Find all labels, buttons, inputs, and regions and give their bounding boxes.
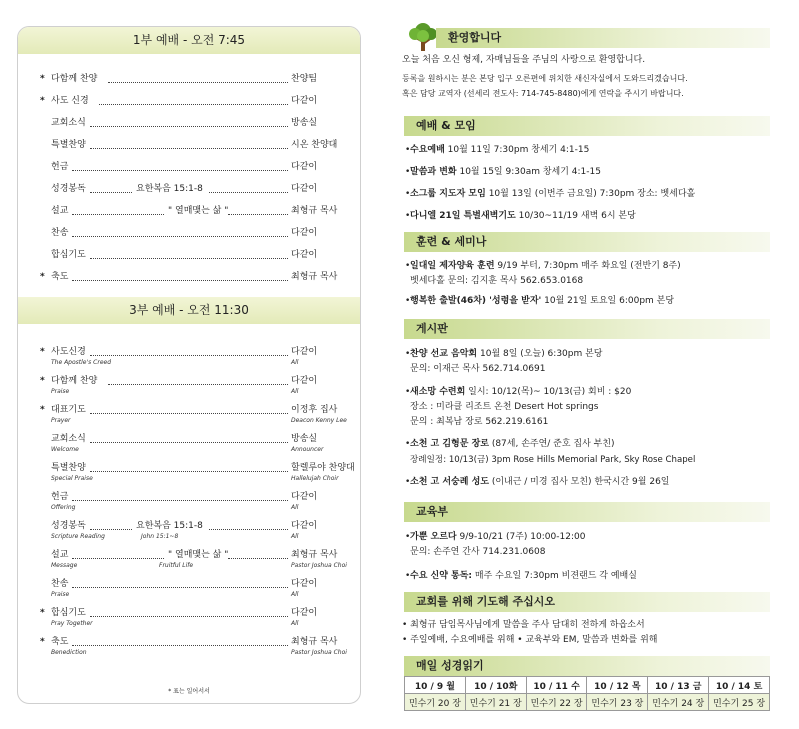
edu-item: 수요 신약 통독: 매주 수요일 7:30pm 비젼랜드 각 예배실 [410,571,637,581]
english-leader: All [291,533,299,540]
welcome-line: 오늘 처음 오신 형제, 자매님들을 주님의 사랑으로 환영합니다. [402,55,646,65]
leader-dots [90,615,288,617]
order-item-detail: 요한복음 15:1-8 [136,184,203,194]
worship-item-detail: 10월 15일 9:30am 창세기 4:1-15 [456,167,601,177]
order-item [40,606,358,620]
reading-chapter: 민수기 22 장 [526,694,587,711]
english-name: Prayer [51,417,71,424]
order-item-detail: " 열매맺는 삶 " [168,550,229,560]
order-item-name: 대표기도 [51,405,86,415]
reading-chapter: 민수기 25 장 [709,694,770,711]
order-item-english [51,561,351,571]
standing-footnote: * 표는 일어서서 [168,688,210,695]
service3-title: 3부 예배 - 오전 11:30 [18,297,360,324]
board-detail: 문의: 이재근 목사 562.714.0691 [410,364,546,374]
leader-dots [72,499,288,501]
worship-item-detail: 10/30~11/19 새벽 6시 본당 [515,211,636,221]
reading-day: 10 / 11 수 [526,677,587,694]
order-item-english [51,416,351,426]
leader-dots [90,412,288,414]
worship-item-title: 소그룹 지도자 모임 [410,189,486,199]
english-name: Special Praise [51,475,93,482]
order-item-name: 사도 신경 [51,96,89,106]
english-leader: Pastor Joshua Choi [291,649,347,656]
order-item-name: 특별찬양 [51,463,86,473]
order-item [40,374,358,388]
order-item-english [51,503,351,513]
order-item [40,635,358,649]
order-of-service-panel [17,26,361,704]
welcome-title: 환영합니다 [436,28,770,48]
order-item-name: 축도 [51,637,69,647]
order-item-leader: 시온 찬양대 [291,140,338,150]
announcements-panel: 환영합니다 오늘 처음 오신 형제, 자매님들을 주님의 사랑으로 환영합니다. 등록을 원하시는 분은 본당 입구 오른편에 위치한 새신자실에서 도와드리겠습니다. 혹은 담당 교역자 (선세리 전도사: 714-745-8480)에게 연락을 주시기 바랍니다. 예배 & 모임 • 수요예배 10월 11일 7:30pm 창세기 4:1-15 • 말씀과 변화 10월 15일 9:30am 창세기 4:1-15 • 소그룹 지도자 모임 10월 13일 (이번주 금요일) 7:30pm 장소: 벳세다홀 • 다니엘 21일 특별새벽기도 10/30~11/19 새벽 6시 본당 훈련 & 세미나 • 일대일 제자양육 훈련 9/19 부터, 7:30pm 매주 화요일 (전반기 8주) 벳세다홀 문의: 김지훈 목사 562.653.0168 • 행복한 출발(46차) '성령을 받자' 10월 21일 토요일 6:00pm 본당 게시판 • 찬양 선교 음악회 10월 8일 (오늘) 6:30pm 본당 문의: 이재근 목사 562.714.0691 • 새소망 수련회 일시: 10/12(목)~ 10/13(금) 회비 : $20 장소 : 미라클 리조트 온천 Desert Hot springs 문의 : 최복남 장로 562.219.6161 • 소천 고 김형문 장로 (87세, 손주연/ 준호 집사 부친) 장례일정: 10/13(금) 3pm Rose Hills Memorial Park, Sky Rose Chapel • 소천 고 서숭례 성도 (이내근 / 미경 집사 모친) 한국시간 9월 26일 교육부 • 가뿐 오르다 9/9-10/21 (7주) 10:00-12:00 문의: 손주연 간사 714.231.0608 • 수요 신약 통독: 매주 수요일 7:30pm 비젼랜드 각 예배실 교회를 위해 기도해 주십시오 • 최형규 담임목사님에게 말씀을 주사 담대히 전하게 하옵소서 • 주일예배, 수요예배를 위해 • 교육부와 EM, 말씀과 변화를 위해 매일 성경읽기 10 / 9 월 10 / 10화 10 / 11 수 10 / 12 목 10 / 13 금 10 / 14 토 민수기 20 장 민수기 21 장 민수기 22 장 민수기 23 장 민수기 24 장 민수기 25 장 [396,26,770,716]
order-item-leader: 다같이 [291,96,318,106]
english-name: The Apostle's Creed [51,359,112,366]
order-item-leader: 다같이 [291,250,318,260]
leader-dots [90,125,288,127]
leader-dots [228,557,288,559]
order-item-name: 헌금 [51,492,69,502]
leader-dots [99,103,288,105]
reading-day: 10 / 14 토 [709,677,770,694]
order-item-leader: 방송실 [291,118,318,128]
order-item-leader: 다같이 [291,579,318,589]
tree-icon [406,22,440,52]
order-item-leader: 다같이 [291,162,318,172]
worship-item-title: 말씀과 변화 [410,167,457,177]
leader-dots [72,169,288,171]
order-item [40,160,358,174]
order-item-leader: 다같이 [291,376,318,386]
order-item-leader: 할렐루야 찬양대 [291,463,355,473]
order-item-english [51,532,351,542]
order-item [40,94,358,108]
leader-dots [209,528,288,530]
order-item [40,182,358,196]
english-name: Scripture Reading [51,533,105,540]
order-item [40,548,358,562]
english-leader: Deacon Kenny Lee [291,417,347,424]
order-item-name: 합심기도 [51,250,86,260]
reading-day: 10 / 10화 [465,677,526,694]
english-leader: All [291,388,299,395]
training-item: 행복한 출발(46차) '성령을 받자' 10월 21일 토요일 6:00pm 본당 [410,296,675,306]
standing-mark: * [40,272,45,282]
leader-dots [90,191,132,193]
order-item-name: 합심기도 [51,608,86,618]
standing-mark: * [40,608,45,618]
english-detail: Fruitful Life [159,562,194,569]
english-name: Message [51,562,78,569]
reading-day: 10 / 9 월 [405,677,466,694]
leader-dots [90,354,288,356]
worship-item [410,187,695,201]
worship-item-detail: 10월 11일 7:30pm 창세기 4:1-15 [444,145,590,155]
order-item-english [51,358,351,368]
bullet: • [405,145,411,155]
leader-dots [90,528,132,530]
reading-chapter: 민수기 24 장 [648,694,709,711]
order-item-name: 다함께 찬양 [51,74,98,84]
order-item-leader: 이정후 집사 [291,405,338,415]
reading-day: 10 / 13 금 [648,677,709,694]
board-item: 소천 고 서숭례 성도 (이내근 / 미경 집사 모친) 한국시간 9월 26일 [410,477,670,487]
order-item-english [51,590,351,600]
order-item-leader: 다같이 [291,521,318,531]
english-leader: All [291,359,299,366]
order-item [40,345,358,359]
english-detail: John 15:1~8 [141,533,179,540]
order-item-name: 성경봉독 [51,521,86,531]
order-item [40,226,358,240]
order-item [40,138,358,152]
order-item-leader: 다같이 [291,228,318,238]
service1-title: 1부 예배 - 오전 7:45 [18,27,360,54]
board-detail: 문의 : 최복남 장로 562.219.6161 [410,417,549,427]
edu-item: 가뿐 오르다 9/9-10/21 (7주) 10:00-12:00 [410,532,586,542]
bible-title: 매일 성경읽기 [404,656,770,676]
order-item [40,461,358,475]
order-item-name: 교회소식 [51,118,86,128]
bullet: • [405,167,411,177]
leader-dots [90,147,288,149]
order-item-english [51,445,351,455]
worship-item-detail: 10월 13일 (이번주 금요일) 7:30pm 장소: 벳세다홀 [485,189,696,199]
welcome-line: 혹은 담당 교역자 (선세리 전도사: 714-745-8480)에게 연락을 주시기 바랍니다. [402,89,684,98]
worship-item [410,143,589,157]
board-item: 소천 고 김형문 장로 (87세, 손주연/ 준호 집사 부친) [410,439,615,449]
english-name: Praise [51,388,70,395]
english-leader: All [291,504,299,511]
order-item-english [51,474,351,484]
leader-dots [108,81,288,83]
reading-chapter: 민수기 21 장 [465,694,526,711]
order-item-detail: " 열매맺는 삶 " [168,206,229,216]
order-item [40,490,358,504]
board-detail: 장소 : 미라클 리조트 온천 Desert Hot springs [410,402,599,412]
training-item: 일대일 제자양육 훈련 9/19 부터, 7:30pm 매주 화요일 (전반기 8주) [410,261,681,271]
reading-day: 10 / 12 목 [587,677,648,694]
board-title: 게시판 [404,319,770,339]
board-detail: 장례일정: 10/13(금) 3pm Rose Hills Memorial Park, Sky Rose Chapel [410,455,696,465]
pray-line: • 최형규 담임목사님에게 말씀을 주사 담대히 전하게 하옵소서 [402,620,645,630]
leader-dots [108,383,288,385]
order-item-detail: 요한복음 15:1-8 [136,521,203,531]
order-item-name: 교회소식 [51,434,86,444]
english-name: Welcome [51,446,79,453]
english-leader: All [291,620,299,627]
english-leader: Announcer [291,446,324,453]
standing-mark: * [40,376,45,386]
english-name: Offering [51,504,76,511]
leader-dots [90,470,288,472]
order-item-english [51,387,351,397]
board-item: 찬양 선교 음악회 10월 8일 (오늘) 6:30pm 본당 [410,349,603,359]
order-item-leader: 다같이 [291,492,318,502]
leader-dots [72,644,288,646]
order-item-name: 헌금 [51,162,69,172]
standing-mark: * [40,405,45,415]
leader-dots [72,586,288,588]
pray-title: 교회를 위해 기도해 주십시오 [404,592,770,612]
order-item [40,577,358,591]
bullet: • [405,211,411,221]
order-item-name: 성경봉독 [51,184,86,194]
order-item-english [51,619,351,629]
standing-mark: * [40,96,45,106]
leader-dots [228,213,288,215]
leader-dots [90,441,288,443]
order-item-leader: 최형규 목사 [291,637,338,647]
pray-line: • 주일예배, 수요예배를 위해 • 교육부와 EM, 말씀과 변화를 위해 [402,635,658,645]
worship-item-title: 수요예배 [410,145,445,155]
order-item-leader: 찬양팀 [291,74,318,84]
bible-table [404,676,770,711]
order-item-leader: 방송실 [291,434,318,444]
edu-detail: 문의: 손주연 간사 714.231.0608 [410,547,546,557]
order-item-english [51,648,351,658]
training-detail: 벳세다홀 문의: 김지훈 목사 562.653.0168 [410,276,584,286]
english-leader: Pastor Joshua Choi [291,562,347,569]
english-leader: Hallelujah Choir [291,475,339,482]
order-item-leader: 최형규 목사 [291,272,338,282]
order-item [40,72,358,86]
worship-item-title: 다니엘 21일 특별새벽기도 [410,211,516,221]
order-item-name: 설교 [51,206,69,216]
order-item-name: 찬송 [51,228,69,238]
order-item-leader: 다같이 [291,184,318,194]
english-name: Praise [51,591,70,598]
leader-dots [72,279,288,281]
order-item-name: 설교 [51,550,69,560]
order-item [40,204,358,218]
order-item [40,248,358,262]
order-item [40,116,358,130]
leader-dots [209,191,288,193]
board-item: 새소망 수련회 일시: 10/12(목)~ 10/13(금) 회비 : $20 [410,387,632,397]
worship-item [410,209,636,223]
order-item-leader: 최형규 목사 [291,206,338,216]
edu-title: 교육부 [404,502,770,522]
leader-dots [72,235,288,237]
order-item-leader: 최형규 목사 [291,550,338,560]
standing-mark: * [40,347,45,357]
order-item-leader: 다같이 [291,608,318,618]
standing-mark: * [40,74,45,84]
worship-item [410,165,601,179]
order-item-name: 특별찬양 [51,140,86,150]
order-item [40,270,358,284]
leader-dots [72,557,164,559]
english-name: Benediction [51,649,87,656]
english-name: Pray Together [51,620,93,627]
leader-dots [90,257,288,259]
order-item [40,432,358,446]
english-leader: All [291,591,299,598]
order-item-name: 축도 [51,272,69,282]
order-item-name: 찬송 [51,579,69,589]
training-title: 훈련 & 세미나 [404,232,770,252]
order-item-name: 사도신경 [51,347,86,357]
leader-dots [72,213,164,215]
reading-chapter: 민수기 20 장 [405,694,466,711]
standing-mark: * [40,637,45,647]
reading-chapter: 민수기 23 장 [587,694,648,711]
welcome-line: 등록을 원하시는 분은 본당 입구 오른편에 위치한 새신자실에서 도와드리겠습니다. [402,74,688,83]
bullet: • [405,189,411,199]
order-item [40,519,358,533]
worship-title: 예배 & 모임 [404,116,770,136]
order-item [40,403,358,417]
order-item-leader: 다같이 [291,347,318,357]
order-item-name: 다함께 찬양 [51,376,98,386]
